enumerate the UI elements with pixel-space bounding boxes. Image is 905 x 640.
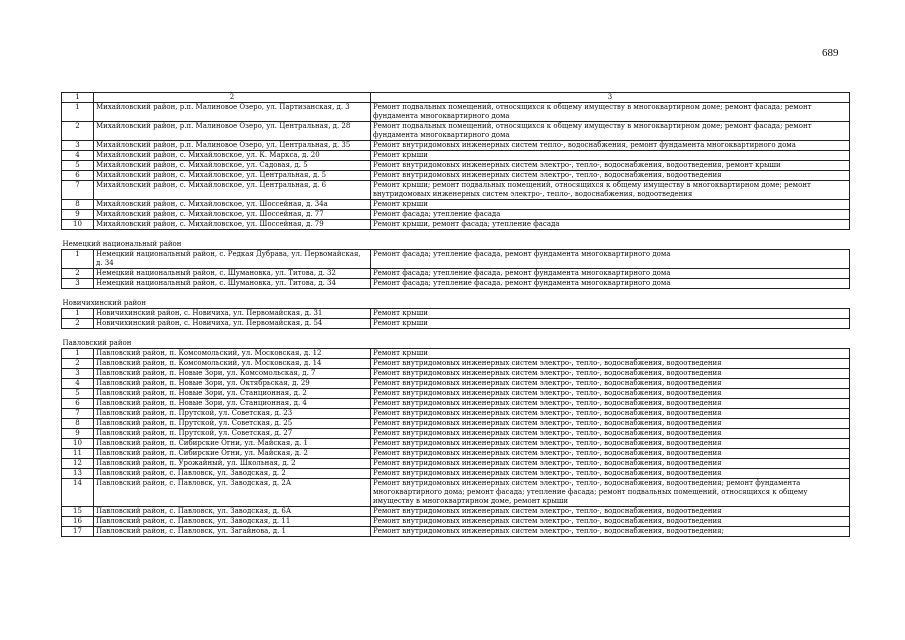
address-cell: Павловский район, п. Прутской, ул. Советская, д. 23 xyxy=(94,409,371,419)
repair-type-cell: Ремонт внутридомовых инженерных систем электро-, тепло-, водоснабжения, водоотведения xyxy=(371,359,850,369)
repair-type-cell: Ремонт внутридомовых инженерных систем электро-, тепло-, водоснабжения, водоотведения xyxy=(371,449,850,459)
row-number-cell: 4 xyxy=(62,379,94,389)
address-cell: Павловский район, п. Комсомольский, ул. Московская, д. 12 xyxy=(94,349,371,359)
row-number-cell: 13 xyxy=(62,469,94,479)
row-number-cell: 17 xyxy=(62,527,94,537)
table-row xyxy=(62,161,850,171)
table-row xyxy=(62,122,850,141)
address-cell: Михайловский район, р.п. Малиновое Озеро, ул. Центральная, д. 28 xyxy=(94,122,371,141)
section-heading: Немецкий национальный район xyxy=(62,240,182,248)
address-cell: Михайловский район, р.п. Малиновое Озеро, ул. Центральная, д. 35 xyxy=(94,141,371,151)
row-number-cell: 5 xyxy=(62,161,94,171)
repair-type-cell: Ремонт внутридомовых инженерных систем электро-, тепло-, водоснабжения, водоотведения xyxy=(371,517,850,527)
row-number-cell: 8 xyxy=(62,200,94,210)
table-row xyxy=(62,220,850,230)
address-cell: Павловский район, п. Новые Зори, ул. Октябрьская, д. 29 xyxy=(94,379,371,389)
repair-type-cell: Ремонт внутридомовых инженерных систем электро-, тепло-, водоснабжения, водоотведения xyxy=(371,507,850,517)
repair-type-cell: Ремонт подвальных помещений, относящихся к общему имуществу в многоквартирном доме; ремонт фасада; ремонт фундамента многоквартирного дома xyxy=(371,103,850,122)
table-row xyxy=(62,309,850,319)
repair-type-cell: Ремонт внутридомовых инженерных систем электро-, тепло-, водоснабжения, водоотведения xyxy=(371,369,850,379)
repair-type-cell: Ремонт крыши xyxy=(371,200,850,210)
table-row xyxy=(62,429,850,439)
row-number-cell: 16 xyxy=(62,517,94,527)
spacer-cell xyxy=(62,230,850,241)
table-row xyxy=(62,269,850,279)
table-row xyxy=(62,151,850,161)
page-number: 689 xyxy=(822,47,839,59)
address-cell: Михайловский район, р.п. Малиновое Озеро, ул. Партизанская, д. 3 xyxy=(94,103,371,122)
address-cell: Павловский район, п. Комсомольский, ул. Московская, д. 14 xyxy=(94,359,371,369)
repair-type-cell: Ремонт внутридомовых инженерных систем электро-, тепло-, водоснабжения, водоотведения xyxy=(371,399,850,409)
address-cell: Михайловский район, с. Михайловское, ул. Шоссейная, д. 79 xyxy=(94,220,371,230)
header-cell-1: 1 xyxy=(62,93,94,103)
section-heading: Новичихинский район xyxy=(62,299,147,307)
row-number-cell: 3 xyxy=(62,369,94,379)
repair-type-cell: Ремонт фасада; утепление фасада, ремонт фундамента многоквартирного дома xyxy=(371,269,850,279)
table-row xyxy=(62,369,850,379)
row-number-cell: 14 xyxy=(62,479,94,507)
table-row xyxy=(62,389,850,399)
section-spacer xyxy=(62,289,850,300)
repair-type-cell: Ремонт крыши xyxy=(371,319,850,329)
row-number-cell: 3 xyxy=(62,141,94,151)
table-row xyxy=(62,479,850,507)
row-number-cell: 4 xyxy=(62,151,94,161)
row-number-cell: 2 xyxy=(62,269,94,279)
section-heading-row xyxy=(62,240,850,250)
table-row xyxy=(62,409,850,419)
table-row xyxy=(62,419,850,429)
address-cell: Павловский район, с. Павловск, ул. Заводская, д. 2А xyxy=(94,479,371,507)
repair-type-cell: Ремонт крыши; ремонт подвальных помещений, относящихся к общему имуществу в многоквартирном доме; ремонт внутридомовых инженерных систем электро-, тепло-, водоснабжения, водоотведения xyxy=(371,181,850,200)
row-number-cell: 6 xyxy=(62,399,94,409)
table-row xyxy=(62,399,850,409)
row-number-cell: 11 xyxy=(62,449,94,459)
table-row xyxy=(62,379,850,389)
table-row xyxy=(62,181,850,200)
repair-type-cell: Ремонт внутридомовых инженерных систем электро-, тепло-, водоснабжения, водоотведения; ремонт фундамента многоквартирного дома; ремонт фасада; утепление фасада; ремонт подвальных помещений, относящихся к общему имуществу в многоквартирном доме, ремонт крыши xyxy=(371,479,850,507)
row-number-cell: 5 xyxy=(62,389,94,399)
table-row xyxy=(62,319,850,329)
repair-type-cell: Ремонт крыши xyxy=(371,309,850,319)
table-row xyxy=(62,103,850,122)
address-cell: Павловский район, п. Новые Зори, ул. Станционная, д. 4 xyxy=(94,399,371,409)
repair-type-cell: Ремонт внутридомовых инженерных систем электро-, тепло-, водоснабжения, водоотведения xyxy=(371,439,850,449)
repair-type-cell: Ремонт крыши xyxy=(371,349,850,359)
repair-type-cell: Ремонт внутридомовых инженерных систем электро-, тепло-, водоснабжения, водоотведения xyxy=(371,469,850,479)
address-cell: Павловский район, с. Павловск, ул. Заводская, д. 2 xyxy=(94,469,371,479)
address-cell: Павловский район, с. Павловск, ул. Заводская, д. 6А xyxy=(94,507,371,517)
row-number-cell: 1 xyxy=(62,309,94,319)
repair-type-cell: Ремонт подвальных помещений, относящихся к общему имуществу в многоквартирном доме; ремонт фасада; ремонт фундамента многоквартирного дома xyxy=(371,122,850,141)
table-row xyxy=(62,359,850,369)
table-row xyxy=(62,141,850,151)
repair-type-cell: Ремонт внутридомовых инженерных систем тепло-, водоснабжения, ремонт фундамента многоквартирного дома xyxy=(371,141,850,151)
repair-type-cell: Ремонт внутридомовых инженерных систем электро-, тепло-, водоснабжения, водоотведения xyxy=(371,171,850,181)
row-number-cell: 9 xyxy=(62,210,94,220)
row-number-cell: 1 xyxy=(62,349,94,359)
address-cell: Немецкий национальный район, с. Редкая Дубрава, ул. Первомайская, д. 34 xyxy=(94,250,371,269)
repair-type-cell: Ремонт внутридомовых инженерных систем электро-, тепло-, водоснабжения, водоотведения xyxy=(371,429,850,439)
address-cell: Михайловский район, с. Михайловское, ул. Шоссейная, д. 34а xyxy=(94,200,371,210)
row-number-cell: 1 xyxy=(62,103,94,122)
row-number-cell: 15 xyxy=(62,507,94,517)
table-row xyxy=(62,517,850,527)
row-number-cell: 10 xyxy=(62,220,94,230)
table-row xyxy=(62,250,850,269)
section-heading-row xyxy=(62,339,850,349)
table-row xyxy=(62,449,850,459)
address-cell: Павловский район, с. Павловск, ул. Заводская, д. 11 xyxy=(94,517,371,527)
repair-type-cell: Ремонт крыши xyxy=(371,151,850,161)
row-number-cell: 2 xyxy=(62,359,94,369)
repair-type-cell: Ремонт внутридомовых инженерных систем электро-, тепло-, водоснабжения, водоотведения xyxy=(371,459,850,469)
table-row xyxy=(62,200,850,210)
address-cell: Новичихинский район, с. Новичиха, ул. Первомайская, д. 54 xyxy=(94,319,371,329)
repair-type-cell: Ремонт фасада; утепление фасада xyxy=(371,210,850,220)
table-row xyxy=(62,527,850,537)
repair-list-table-wrap xyxy=(61,92,849,537)
section-heading-row xyxy=(62,299,850,309)
address-cell: Новичихинский район, с. Новичиха, ул. Первомайская, д. 31 xyxy=(94,309,371,319)
address-cell: Михайловский район, с. Михайловское, ул. К. Маркса, д. 20 xyxy=(94,151,371,161)
spacer-cell xyxy=(62,329,850,340)
address-cell: Немецкий национальный район, с. Шумановка, ул. Титова, д. 34 xyxy=(94,279,371,289)
address-cell: Михайловский район, с. Михайловское, ул. Центральная, д. 6 xyxy=(94,181,371,200)
table-row xyxy=(62,469,850,479)
address-cell: Павловский район, п. Прутской, ул. Советская, д. 27 xyxy=(94,429,371,439)
repair-type-cell: Ремонт внутридомовых инженерных систем электро-, тепло-, водоснабжения, водоотведения xyxy=(371,409,850,419)
header-cell-3: 3 xyxy=(371,93,850,103)
address-cell: Михайловский район, с. Михайловское, ул. Шоссейная, д. 77 xyxy=(94,210,371,220)
repair-type-cell: Ремонт внутридомовых инженерных систем электро-, тепло-, водоснабжения, водоотведения, ремонт крыши xyxy=(371,161,850,171)
address-cell: Павловский район, п. Урожайный, ул. Школьная, д. 2 xyxy=(94,459,371,469)
repair-type-cell: Ремонт крыши, ремонт фасада; утепление фасада xyxy=(371,220,850,230)
repair-type-cell: Ремонт внутридомовых инженерных систем электро-, тепло-, водоснабжения, водоотведения xyxy=(371,419,850,429)
address-cell: Михайловский район, с. Михайловское, ул. Центральная, д. 5 xyxy=(94,171,371,181)
table-body xyxy=(62,93,850,537)
table-row xyxy=(62,439,850,449)
row-number-cell: 1 xyxy=(62,250,94,269)
repair-type-cell: Ремонт внутридомовых инженерных систем электро-, тепло-, водоснабжения, водоотведения xyxy=(371,379,850,389)
repair-type-cell: Ремонт внутридомовых инженерных систем электро-, тепло-, водоснабжения, водоотведения xyxy=(371,389,850,399)
section-heading: Павловский район xyxy=(62,339,132,347)
address-cell: Немецкий национальный район, с. Шумановка, ул. Титова, д. 32 xyxy=(94,269,371,279)
address-cell: Павловский район, п. Новые Зори, ул. Комсомольская, д. 7 xyxy=(94,369,371,379)
row-number-cell: 2 xyxy=(62,319,94,329)
table-row xyxy=(62,349,850,359)
row-number-cell: 8 xyxy=(62,419,94,429)
row-number-cell: 3 xyxy=(62,279,94,289)
repair-type-cell: Ремонт фасада; утепление фасада, ремонт фундамента многоквартирного дома xyxy=(371,250,850,269)
address-cell: Павловский район, с. Павловск, ул. Загайнова, д. 1 xyxy=(94,527,371,537)
address-cell: Павловский район, п. Прутской, ул. Советская, д. 25 xyxy=(94,419,371,429)
section-spacer xyxy=(62,329,850,340)
row-number-cell: 12 xyxy=(62,459,94,469)
repair-list-table xyxy=(61,92,850,537)
row-number-cell: 7 xyxy=(62,181,94,200)
repair-type-cell: Ремонт внутридомовых инженерных систем электро-, тепло-, водоснабжения, водоотведения; xyxy=(371,527,850,537)
row-number-cell: 7 xyxy=(62,409,94,419)
row-number-cell: 9 xyxy=(62,429,94,439)
repair-type-cell: Ремонт фасада; утепление фасада, ремонт фундамента многоквартирного дома xyxy=(371,279,850,289)
table-row xyxy=(62,171,850,181)
address-cell: Павловский район, п. Сибирские Огни, ул. Майская, д. 2 xyxy=(94,449,371,459)
table-row xyxy=(62,459,850,469)
row-number-cell: 2 xyxy=(62,122,94,141)
column-number-header-row xyxy=(62,93,850,103)
address-cell: Павловский район, п. Сибирские Огни, ул. Майская, д. 1 xyxy=(94,439,371,449)
row-number-cell: 10 xyxy=(62,439,94,449)
table-row xyxy=(62,279,850,289)
address-cell: Павловский район, п. Новые Зори, ул. Станционная, д. 2 xyxy=(94,389,371,399)
table-row xyxy=(62,507,850,517)
spacer-cell xyxy=(62,289,850,300)
row-number-cell: 6 xyxy=(62,171,94,181)
header-cell-2: 2 xyxy=(94,93,371,103)
table-row xyxy=(62,210,850,220)
section-spacer xyxy=(62,230,850,241)
address-cell: Михайловский район, с. Михайловское, ул. Садовая, д. 5 xyxy=(94,161,371,171)
